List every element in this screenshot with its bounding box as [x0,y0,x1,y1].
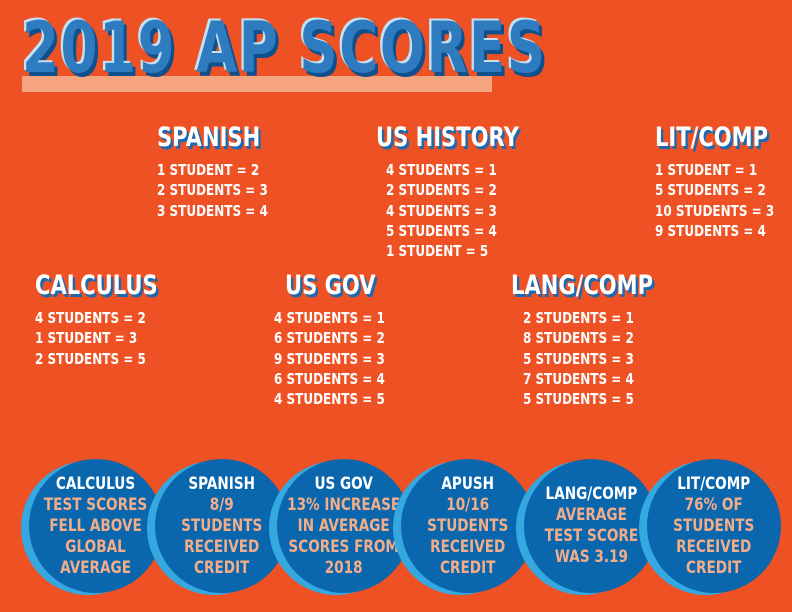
summary-circle-text [44,474,147,579]
score-line: 4 STUDENTS = 3 [386,201,497,220]
score-list [655,160,792,241]
summary-circle-line: CREDIT [194,557,250,578]
score-line: 6 STUDENTS = 4 [274,369,385,388]
summary-circle-text [427,474,508,579]
summary-circle-text [181,474,262,579]
summary-circle-line: IN AVERAGE [297,515,391,536]
summary-circle-line: RECEIVED [430,536,506,557]
section-heading: LANG/COMP [511,270,654,301]
summary-circle-heading: LIT/COMP [677,473,751,494]
score-line: 2 STUDENTS = 5 [35,349,146,368]
score-line: 5 STUDENTS = 4 [386,221,497,240]
summary-circle-heading: CALCULUS [56,473,136,494]
score-line: 4 STUDENTS = 5 [274,390,385,409]
summary-circle [155,459,289,593]
summary-circle-heading: SPANISH [188,473,256,494]
section-heading: US HISTORY [376,122,519,153]
summary-circle-text [544,484,637,568]
summary-circle-line: AVERAGE [60,557,132,578]
summary-circle [524,459,658,593]
score-line: 9 STUDENTS = 4 [655,221,766,240]
section-lit-comp [655,122,792,241]
summary-circle-line: CREDIT [440,557,496,578]
summary-circles [0,455,792,612]
section-us-gov [274,270,413,409]
score-line: 1 STUDENT = 2 [157,161,260,179]
summary-circle-line: TEST SCORE [544,526,638,546]
summary-circle [277,459,411,593]
score-line: 6 STUDENTS = 2 [274,329,385,348]
summary-circle [29,459,163,593]
score-line: 8 STUDENTS = 2 [523,329,634,348]
summary-circle-line: WAS 3.19 [554,547,628,567]
score-line: 9 STUDENTS = 3 [274,349,385,368]
summary-circle [401,459,535,593]
score-line: 5 STUDENTS = 3 [523,349,634,368]
score-line: 5 STUDENTS = 2 [655,181,766,200]
score-list [511,308,693,409]
summary-circle-line: STUDENTS [427,515,509,536]
score-line: 7 STUDENTS = 4 [523,369,634,388]
score-line: 2 STUDENTS = 3 [157,181,268,200]
summary-circle-heading: US GOV [314,473,374,494]
section-lang-comp [511,270,693,409]
section-us-history [376,122,559,261]
summary-circle-line: 13% INCREASE [287,494,401,515]
summary-circle-line: AVERAGE [555,505,627,525]
summary-circle-line: GLOBAL [65,536,127,557]
score-line: 1 STUDENT = 5 [386,242,489,261]
section-heading: US GOV [285,270,376,301]
summary-circle-line: RECEIVED [184,536,260,557]
score-list [376,160,559,261]
score-line: 1 STUDENT = 1 [655,161,758,179]
score-line: 3 STUDENTS = 4 [157,201,268,220]
score-line: 4 STUDENTS = 1 [386,161,497,179]
section-heading: CALCULUS [35,270,158,301]
summary-circle-line: 10/16 [446,494,490,515]
summary-circle-line: 2018 [325,557,363,578]
summary-circle-line: TEST SCORES [44,494,148,515]
summary-circle-line: STUDENTS [181,515,263,536]
summary-circle-line: CREDIT [686,557,742,578]
score-line: 2 STUDENTS = 1 [523,309,634,327]
summary-circle-text [287,474,400,579]
summary-circle-heading: APUSH [441,473,495,494]
summary-circle-line: 76% OF [684,494,744,515]
score-line: 5 STUDENTS = 5 [523,390,634,409]
section-spanish [157,122,296,221]
score-list [157,160,296,221]
summary-circle-line: 8/9 [210,494,234,515]
page-title: 2019 AP SCORES [22,7,547,89]
score-line: 4 STUDENTS = 2 [35,309,146,327]
summary-circle-line: SCORES FROM [288,536,400,557]
score-line: 2 STUDENTS = 2 [386,181,497,200]
summary-circle-heading: LANG/COMP [545,484,637,504]
section-calculus [35,270,192,369]
section-heading: SPANISH [157,122,261,153]
summary-circle-line: RECEIVED [676,536,752,557]
score-list [274,308,413,409]
summary-circle-line: FELL ABOVE [49,515,143,536]
section-heading: LIT/COMP [655,122,769,153]
summary-circle-line: STUDENTS [673,515,755,536]
score-line: 4 STUDENTS = 1 [274,309,385,327]
score-list [35,308,192,369]
score-line: 1 STUDENT = 3 [35,329,138,348]
summary-circle-text [673,474,754,579]
score-line: 10 STUDENTS = 3 [655,201,775,220]
summary-circle [647,459,781,593]
